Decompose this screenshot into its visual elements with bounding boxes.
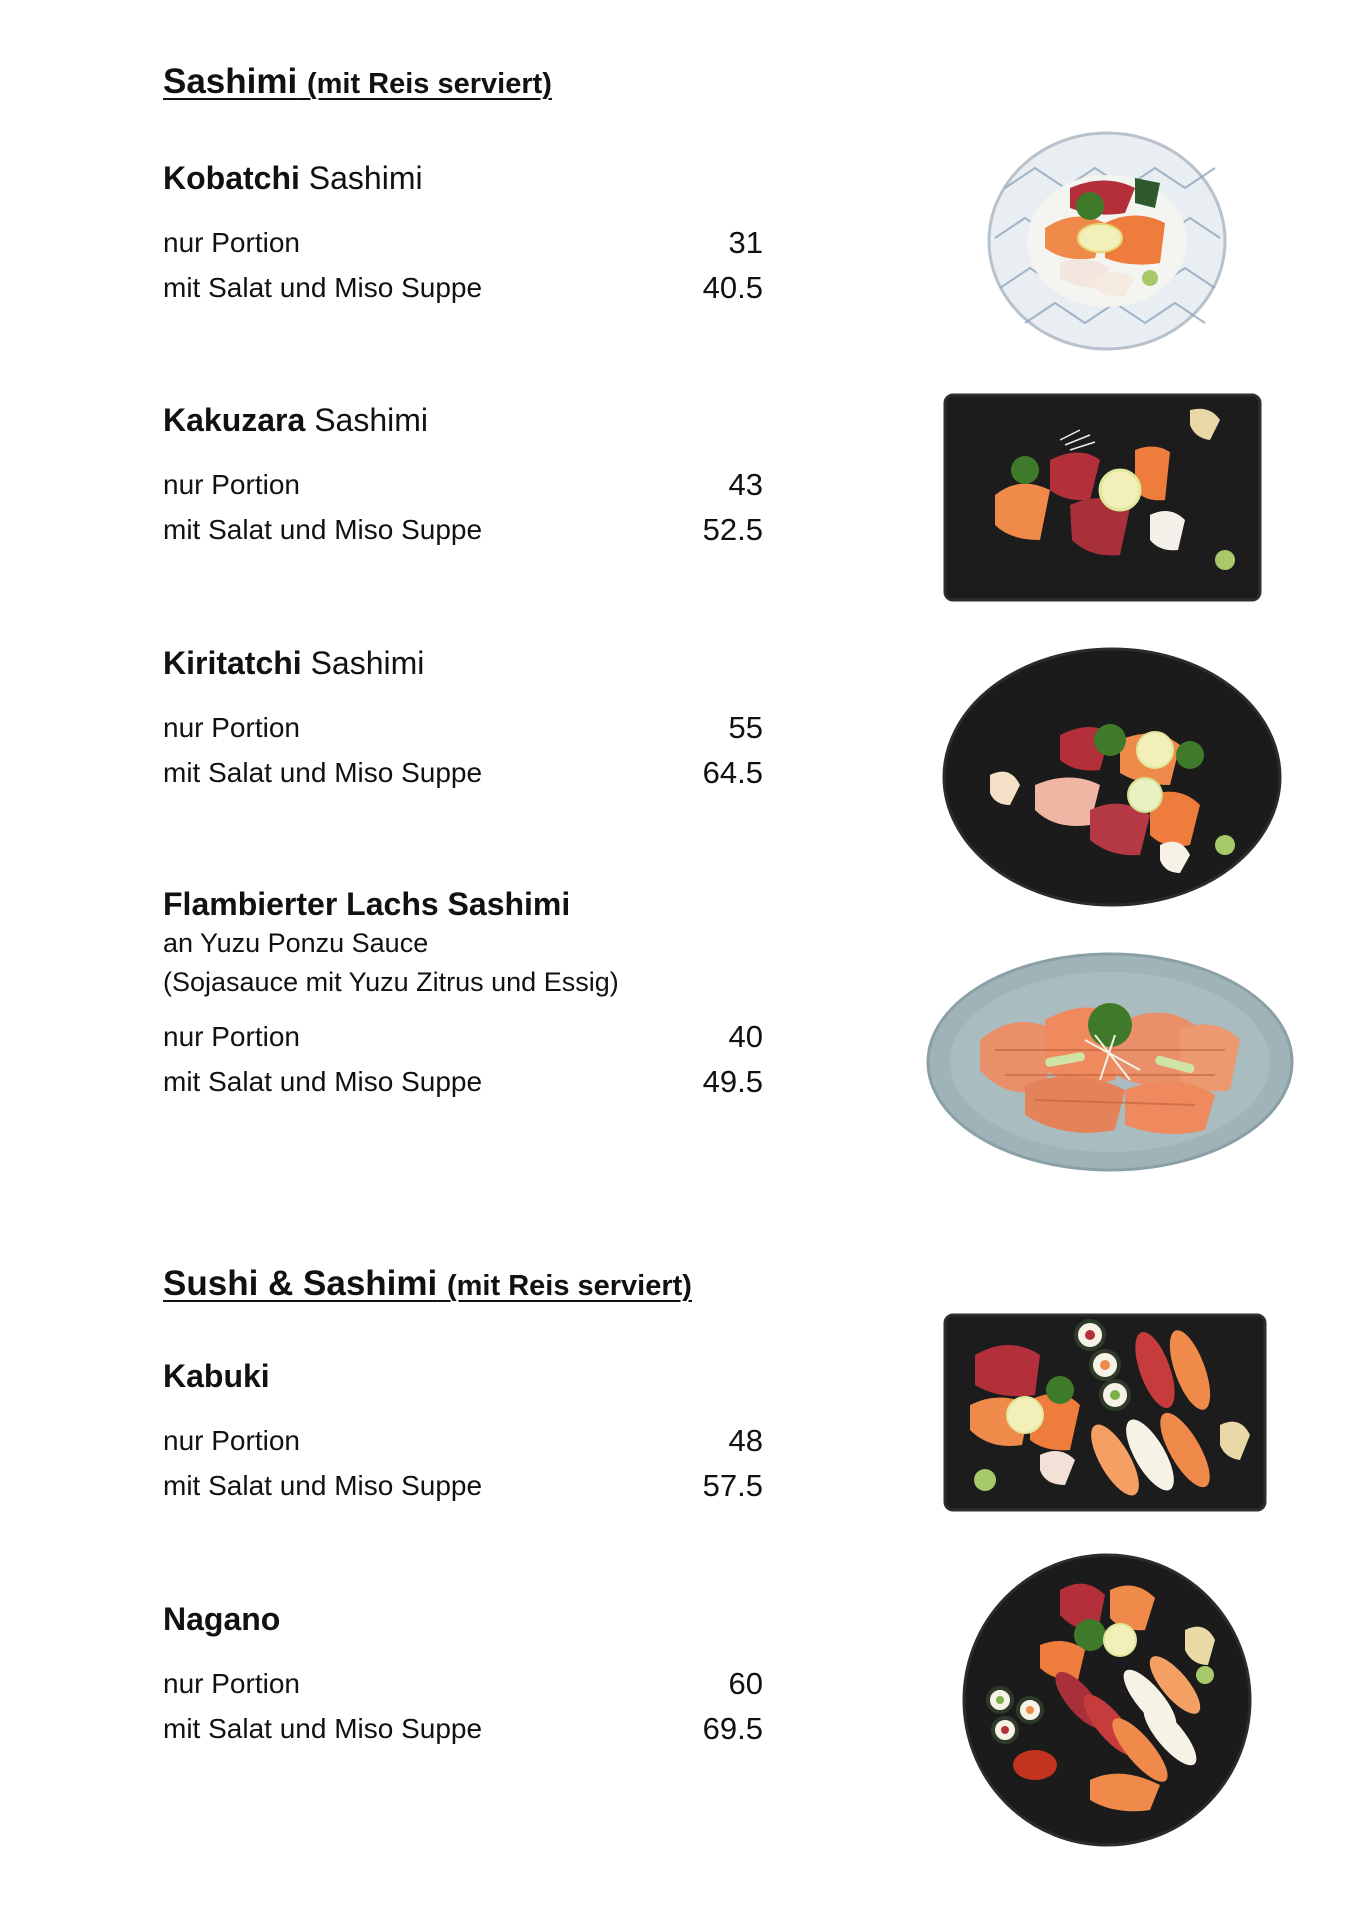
- price-label: nur Portion: [163, 1424, 300, 1456]
- price-value: 64.5: [702, 754, 763, 790]
- price-label: mit Salat und Miso Suppe: [163, 1469, 483, 1501]
- dish-description: (Sojasauce mit Yuzu Zitrus und Essig): [163, 967, 619, 997]
- section-title-sashimi: [163, 62, 552, 102]
- section-title-text: Sushi & Sashimi: [163, 1264, 438, 1303]
- section-title-text: Sashimi: [163, 62, 298, 101]
- dish-kiritatchi: [163, 643, 763, 795]
- price-value: 57.5: [702, 1467, 763, 1503]
- price-row-combo: [163, 265, 763, 310]
- kobatchi-photo: [985, 128, 1230, 353]
- price-value: 60: [728, 1665, 763, 1701]
- dish-name-bold: Nagano: [163, 1601, 281, 1637]
- price-label: nur Portion: [163, 468, 300, 500]
- dish-name-bold: Kabuki: [163, 1358, 270, 1394]
- dish-name-regular: Sashimi: [305, 402, 428, 438]
- price-row-portion: [163, 462, 763, 507]
- kakuzara-photo: [940, 390, 1265, 605]
- price-row-portion: [163, 705, 763, 750]
- dish-name-regular: Sashimi: [299, 160, 423, 196]
- price-value: 55: [728, 709, 763, 745]
- price-row-portion: [163, 220, 763, 265]
- price-row-combo: [163, 507, 763, 552]
- dish-name: [163, 158, 763, 198]
- dish-name-bold: Kakuzara: [163, 402, 306, 438]
- dish-nagano: [163, 1599, 763, 1751]
- dish-description: an Yuzu Ponzu Sauce: [163, 928, 429, 958]
- price-row-portion: [163, 1418, 763, 1463]
- price-label: nur Portion: [163, 1667, 300, 1699]
- dish-kabuki: [163, 1356, 763, 1508]
- price-label: nur Portion: [163, 226, 300, 258]
- price-value: 40: [728, 1018, 763, 1054]
- price-label: nur Portion: [163, 711, 300, 743]
- dish-name-bold: Kobatchi: [163, 160, 300, 196]
- section-subtitle-text: (mit Reis serviert): [446, 1270, 692, 1302]
- price-value: 48: [728, 1422, 763, 1458]
- price-value: 69.5: [702, 1710, 763, 1746]
- price-row-combo: [163, 1463, 763, 1508]
- kabuki-photo: [940, 1310, 1270, 1515]
- dish-kobatchi: [163, 158, 763, 310]
- price-row-combo: [163, 750, 763, 795]
- dish-name: [163, 1599, 763, 1639]
- price-value: 49.5: [702, 1063, 763, 1099]
- dish-kakuzara: [163, 400, 763, 552]
- price-row-combo: [163, 1706, 763, 1751]
- kiritatchi-photo: [940, 645, 1285, 910]
- price-value: 52.5: [702, 511, 763, 547]
- section-subtitle-text: (mit Reis serviert): [306, 68, 552, 100]
- section-title-sushi-sashimi: [163, 1264, 692, 1304]
- dish-flambierter-lachs: [163, 884, 763, 1104]
- dish-name: [163, 1356, 763, 1396]
- dish-name-bold: Kiritatchi: [163, 645, 302, 681]
- price-value: 40.5: [702, 269, 763, 305]
- price-row-portion: [163, 1661, 763, 1706]
- price-label: mit Salat und Miso Suppe: [163, 513, 483, 545]
- dish-name-regular: Sashimi: [301, 645, 425, 681]
- price-label: mit Salat und Miso Suppe: [163, 271, 483, 303]
- price-label: nur Portion: [163, 1020, 300, 1052]
- dish-name: [163, 884, 763, 924]
- dish-name-bold: Flambierter Lachs Sashimi: [163, 886, 571, 922]
- dish-name: [163, 400, 763, 440]
- price-value: 31: [728, 224, 763, 260]
- dish-name: [163, 643, 763, 683]
- price-row-combo: [163, 1059, 763, 1104]
- price-label: mit Salat und Miso Suppe: [163, 1712, 483, 1744]
- price-label: mit Salat und Miso Suppe: [163, 756, 483, 788]
- price-value: 43: [728, 466, 763, 502]
- price-row-portion: [163, 1014, 763, 1059]
- flambierter-lachs-photo: [925, 950, 1295, 1175]
- nagano-photo: [960, 1550, 1255, 1850]
- price-label: mit Salat und Miso Suppe: [163, 1065, 483, 1097]
